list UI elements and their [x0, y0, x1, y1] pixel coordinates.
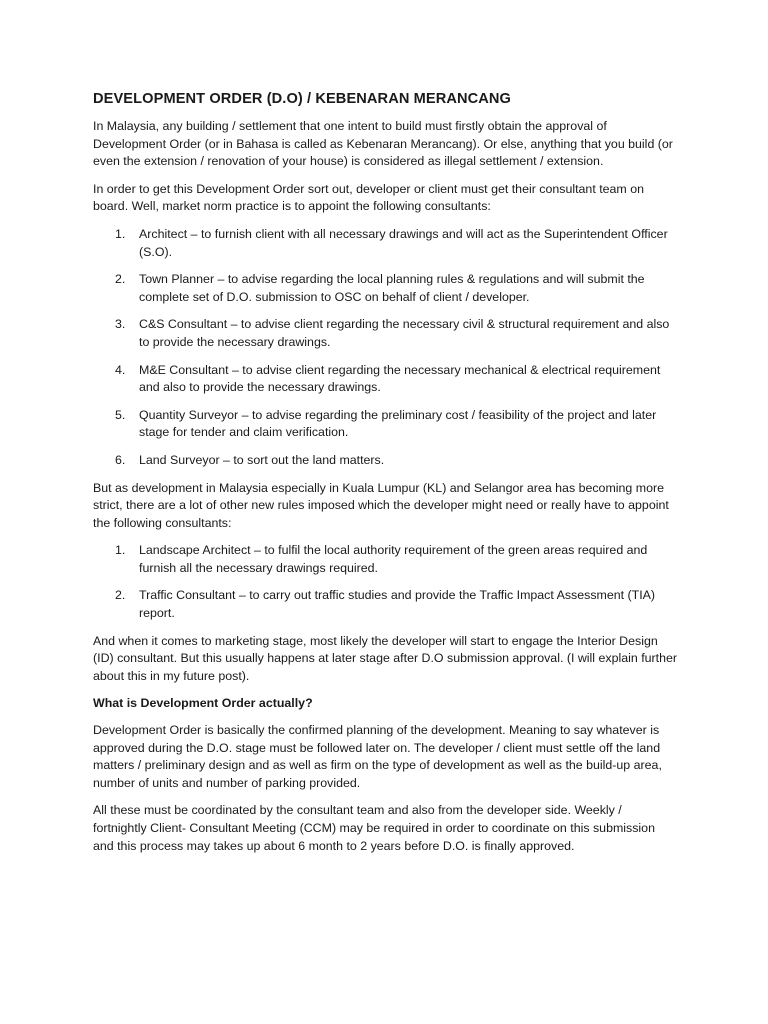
list-item-text: Quantity Surveyor – to advise regarding the preliminary cost / feasibility of the project and later stage for tender and claim verification. — [139, 407, 657, 440]
list-item-text: Land Surveyor – to sort out the land matters. — [139, 452, 385, 467]
document-page — [93, 90, 677, 865]
list-item-text: Town Planner – to advise regarding the local planning rules & regulations and will submit the complete set of D.O. submission to OSC on behalf of client / developer. — [139, 272, 645, 304]
list-item-text: M&E Consultant – to advise client regarding the necessary mechanical & electrical requirement and also to provide the necessary drawings. — [139, 362, 661, 395]
list-number: 4. — [115, 362, 126, 377]
intro-paragraph-1: In Malaysia, any building / settlement that one intent to build must firstly obtain the approval of Development Order (or in Bahasa is called as Kebenaran Merancang). Or else, anything that you build (or even the extension / renovation of your house) is considered as illegal settlement / extension. — [93, 119, 673, 169]
list-item-text: C&S Consultant – to advise client regarding the necessary civil & structural requirement and also to provide the necessary drawings. — [139, 317, 670, 349]
list-item-text: Architect – to furnish client with all necessary drawings and will act as the Superintendent Officer (S.O). — [139, 226, 668, 259]
list-number: 6. — [115, 452, 126, 467]
list-item — [93, 226, 677, 261]
paragraph-definition: Development Order is basically the confirmed planning of the development. Meaning to say whatever is approved during the D.O. stage must be followed later on. The developer / client must settle off the land matters / preliminary design and as well as firm on the type of development as well as the build-up area, number of units and number of parking provided. — [93, 723, 662, 790]
additional-consultant-list — [93, 542, 677, 622]
list-item-text: Traffic Consultant – to carry out traffic studies and provide the Traffic Impact Assessment (TIA) report. — [139, 588, 656, 621]
list-item — [93, 587, 677, 622]
list-item — [93, 362, 677, 397]
list-number: 1. — [115, 226, 126, 241]
paragraph-marketing-stage: And when it comes to marketing stage, most likely the developer will start to engage the Interior Design (ID) consultant. But this usually happens at later stage after D.O submission approval. (I will explain further about this in my future post). — [93, 633, 678, 683]
list-number: 2. — [115, 272, 126, 287]
intro-paragraph-2: In order to get this Development Order sort out, developer or client must get their consultant team on board. Well, market norm practice is to appoint the following consultants: — [93, 181, 644, 214]
paragraph-additional-consultants: But as development in Malaysia especially in Kuala Lumpur (KL) and Selangor area has becoming more strict, there are a lot of other new rules imposed which the developer might need or really have to appoint the following consultants: — [93, 480, 669, 530]
list-item — [93, 407, 677, 442]
list-item-text: Landscape Architect – to fulfil the local authority requirement of the green areas required and furnish all the necessary drawings required. — [139, 543, 648, 575]
list-number: 2. — [115, 588, 126, 603]
paragraph-coordination: All these must be coordinated by the consultant team and also from the developer side. Weekly / fortnightly Client- Consultant Meeting (CCM) may be required in order to coordinate on this submission and this process may takes up about 6 month to 2 years before D.O. is finally approved. — [93, 803, 655, 853]
list-item — [93, 316, 677, 351]
consultant-list — [93, 226, 677, 470]
list-item — [93, 542, 677, 577]
section-subheading: What is Development Order actually? — [93, 696, 313, 711]
list-item — [93, 452, 677, 470]
document-title: DEVELOPMENT ORDER (D.O) / KEBENARAN MERANCANG — [93, 91, 511, 107]
list-number: 1. — [115, 543, 126, 558]
list-number: 5. — [115, 407, 126, 422]
list-item — [93, 271, 677, 306]
list-number: 3. — [115, 317, 126, 332]
